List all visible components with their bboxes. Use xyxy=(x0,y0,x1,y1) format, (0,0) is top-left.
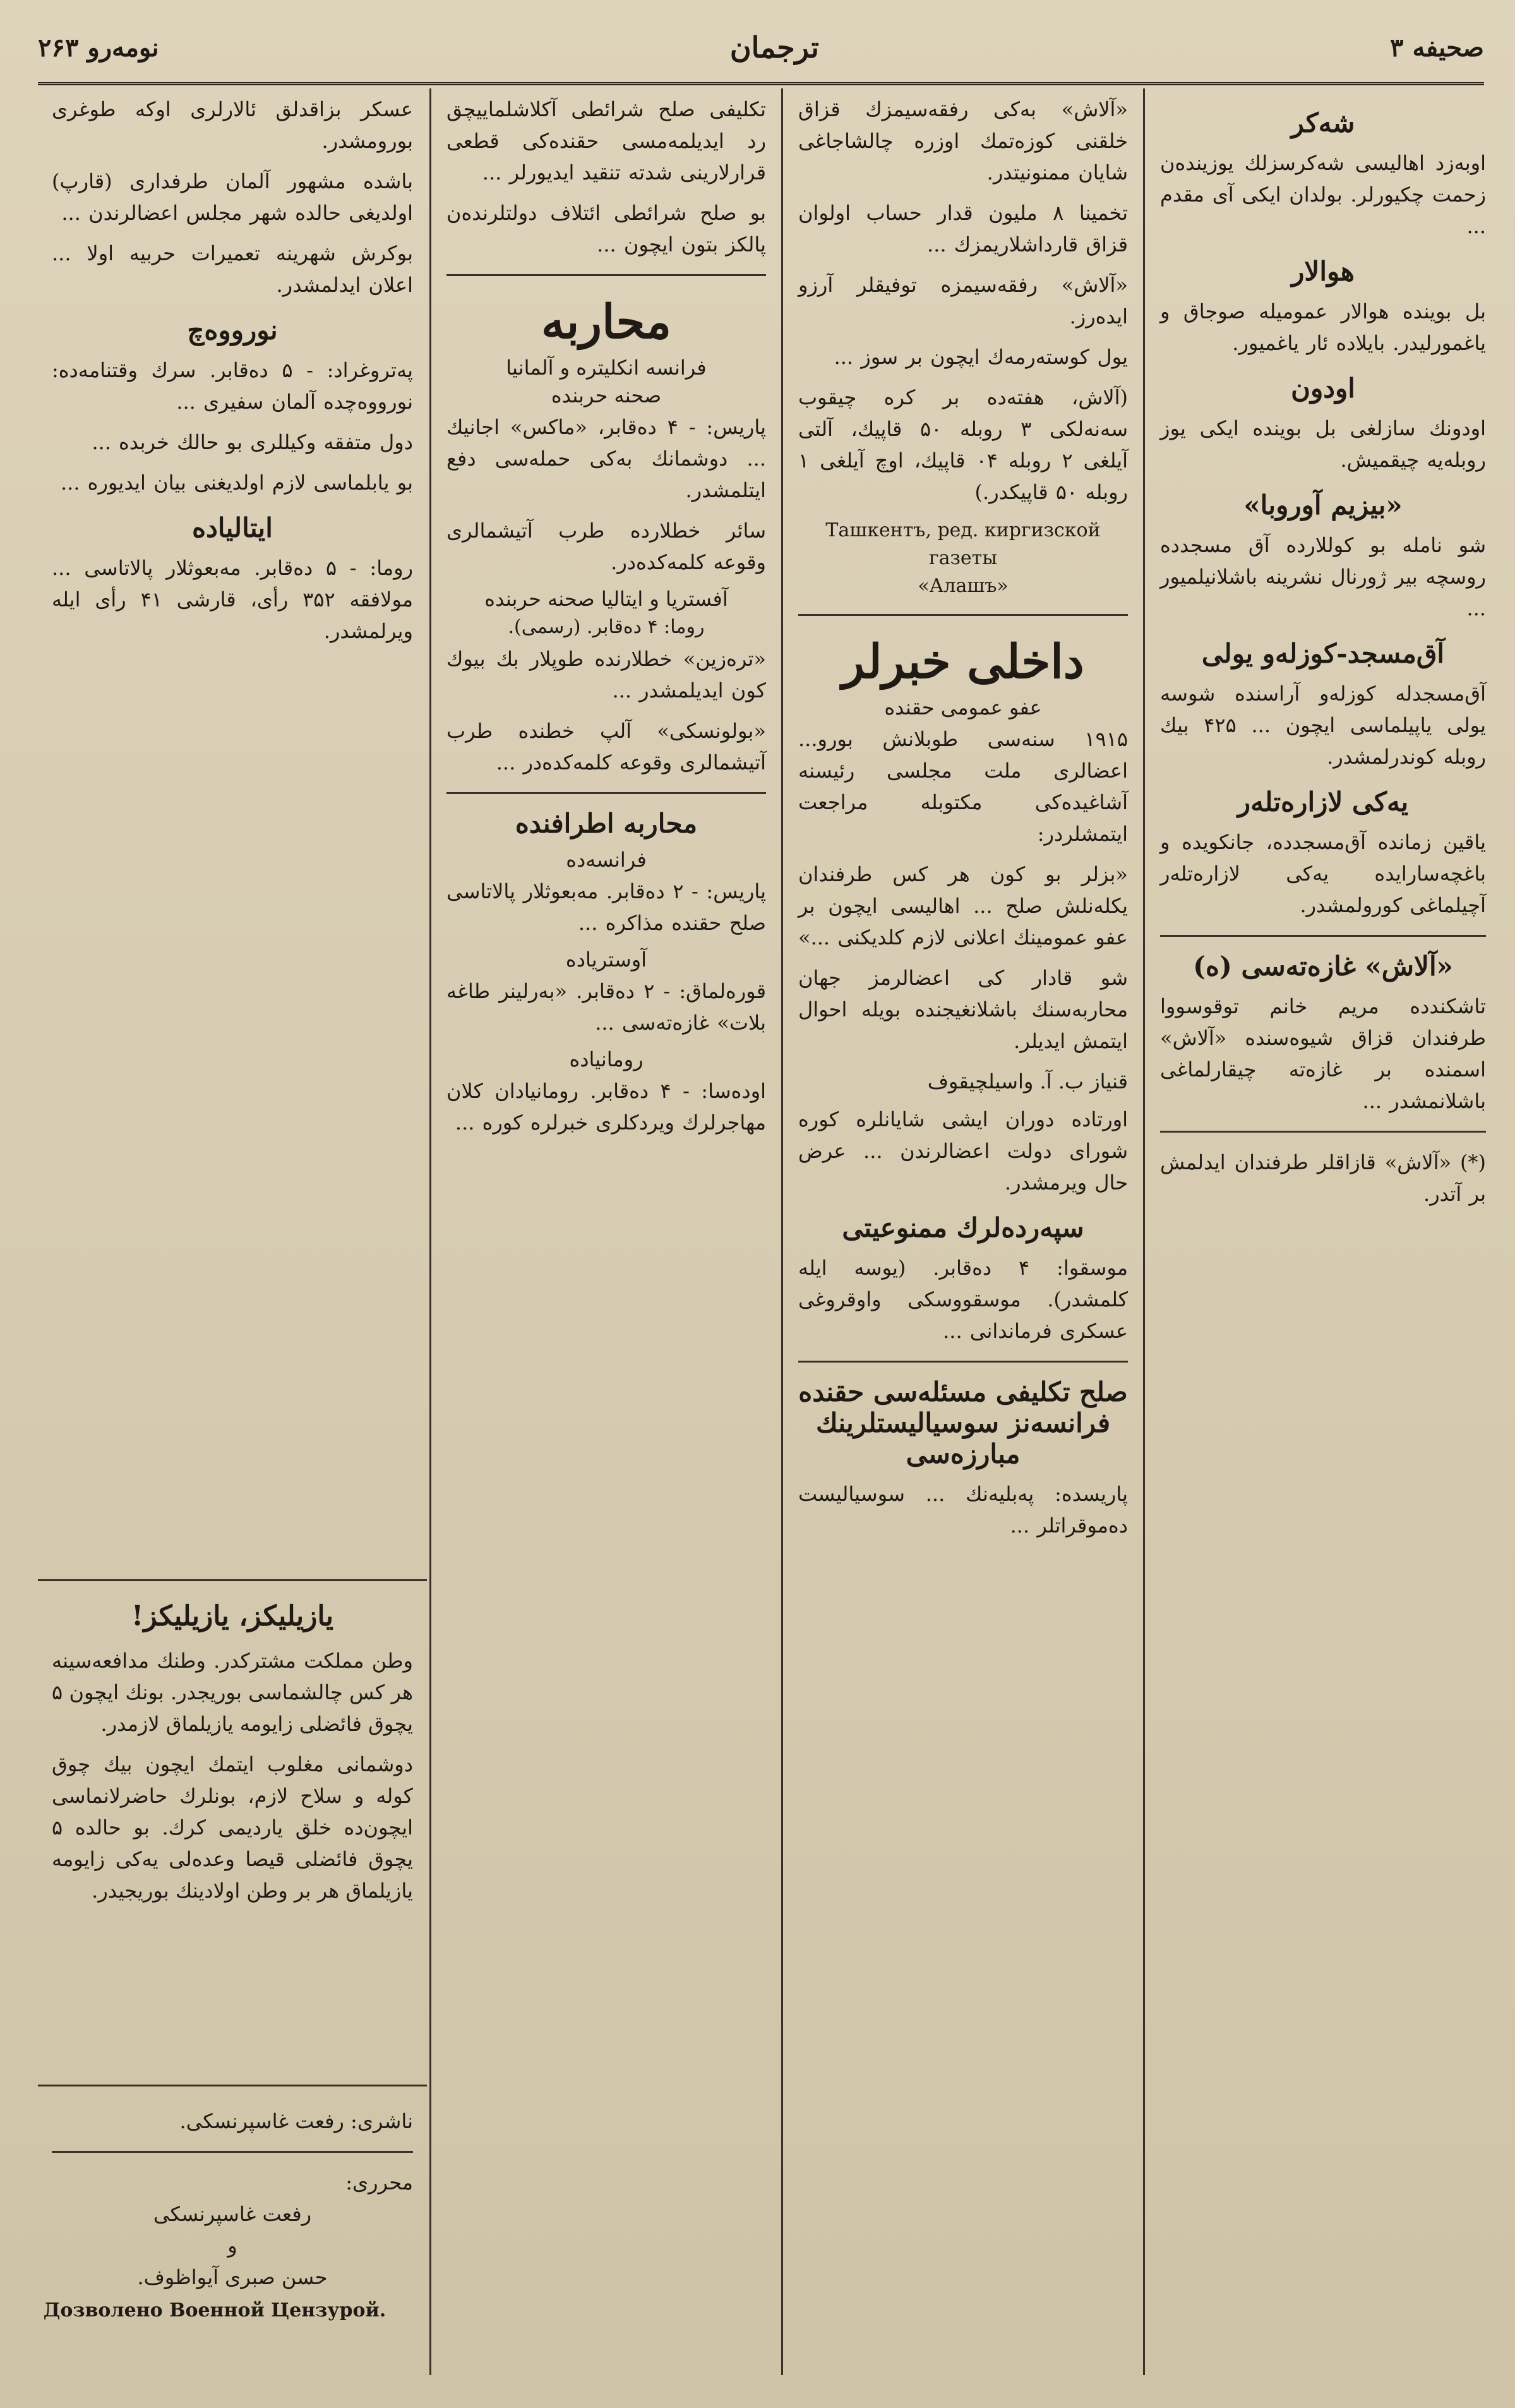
subheading: رومانیاده xyxy=(569,1047,644,1071)
subheading: فرانسه انکلیترە و آلمانیا xyxy=(506,356,707,380)
article-text: ۱۹۱۵ سنەسی طوبلانش بورو... اعضالری ملت مجلسی رئیسنه آشاغیدەکی مکتوبله مراجعت ایتمشلردر: xyxy=(798,727,1128,846)
article-text: آق‌مسجدله کوزلەو آراسندە شوسه یولی یاپیلماسی ایچون ... ۴۲۵ بیك روبله کوندرلمشدر. xyxy=(1160,682,1487,769)
article-text: پەتروغراد: - ۵ دەقابر. سرك وقتنامه‌ده: نورووه‌چده آلمان سفیری ... xyxy=(52,358,414,414)
article-text: اودەسا: - ۴ دەقابر. رومانیادان کلان مهاجرلرك ویردکلری خبرلره کوره ... xyxy=(446,1079,767,1135)
war-loan-appeal xyxy=(38,1579,427,2072)
divider xyxy=(446,274,766,276)
article-text: یول کوستەرمەك ایچون بر سوز ... xyxy=(834,345,1128,369)
section-heading: نورووەچ xyxy=(187,315,278,346)
column-rule xyxy=(781,88,783,2375)
subheading: آفستریا و ایتالیا صحنه حربنده xyxy=(484,587,728,611)
divider xyxy=(52,2151,413,2153)
article-text: موسقوا: ۴ دەقابر. (یوسه ایله کلمشدر). موسقووسکی واوقروغی عسکری فرماندانی ... xyxy=(798,1256,1129,1343)
article-text: تخمینا ۸ ملیون قدار حساب اولوان قزاق قارداشلاریمزك ... xyxy=(798,201,1129,256)
article-text: اورتادە دوران ایشی شایانلرە کوره شورای دولت اعضالرندن ... عرض حال ویرمشدر. xyxy=(798,1107,1128,1195)
article-text: یاقین زماندە آق‌مسجددە، جانکویدە و باغچه‌سارایدە یەکی لازارەتلەر آچیلماغی کورولمشدر. xyxy=(1160,830,1486,917)
section-heading: یەکی لازارەتلەر xyxy=(1237,786,1409,817)
section-heading: شه‌کر xyxy=(1291,107,1355,138)
section-heading: صلح تکلیفی مسئلەسی حقنده فرانسەنز سوسیالیستلرینك مبارزەسی xyxy=(798,1376,1128,1469)
column-1 xyxy=(1146,88,1500,2356)
article-text: بل بویندە هوالار عمومیله صوجاق و یاغمورلیدر. بایلادە ئار یاغمیور. xyxy=(1160,299,1486,355)
article-text: پاریس: - ۴ دەقابر، «ماکس» اجانیك ... دوشمانك بەکی حمله‌سی دفع ایتلمشدر. xyxy=(446,415,767,502)
section-big-heading: داخلی خبرلر xyxy=(842,635,1084,689)
column-rule xyxy=(1143,88,1145,2375)
masthead xyxy=(38,13,1484,85)
section-heading: آق‌مسجد-کوزلەو یولی xyxy=(1201,638,1445,669)
article-text: تکلیفی صلح شرائطی آکلاشلماییچق رد ایدیلمەمسی حقنده‌کی قطعی قرارلارینی شدته تنقید ایدیورلر ... xyxy=(446,97,766,184)
section-heading: «بیزیم آوروبا» xyxy=(1243,490,1403,521)
signature: قنیاز ب. آ. واسیلچیقوف xyxy=(927,1069,1128,1093)
divider xyxy=(798,1361,1128,1363)
divider xyxy=(798,614,1128,616)
article-text: «آلاش» بەکی رفقەسیمزك قزاق خلقنی کوزەتمك اوزره چالشاجاغی شایان ممنونیتدر. xyxy=(798,97,1128,184)
subheading: عفو عمومی حقنده xyxy=(884,695,1042,719)
page-label: صحیفه ۳ xyxy=(1390,32,1484,63)
editor-name: حسن صبری آیواظوف. xyxy=(137,2265,328,2289)
publisher-name: رفعت غاسپرنسکی. xyxy=(179,2109,344,2133)
article-text: باشده مشهور آلمان طرفداری (قارپ) اولدیغی حالده شهر مجلس اعضالرندن ... xyxy=(52,169,413,225)
article-text: شو نامله بو کوللاردە آق مسجد‌دە روسچە بیر ژورنال نشرینه باشلانیلمیور ... xyxy=(1160,533,1486,620)
issue-number: نومەرو ۲۶۳ xyxy=(38,32,159,63)
divider xyxy=(1160,935,1486,937)
editor-conjunction: و xyxy=(227,2234,237,2258)
dateline: روما: ۴ دەقابر. (رسمی). xyxy=(508,616,705,638)
editors-line xyxy=(52,2167,413,2293)
paper-name: ترجمان xyxy=(729,30,819,64)
appeal-title: یازیلیکز، یازیلیکز! xyxy=(131,1600,333,1632)
article-text: «بولونسکی» آلپ خطنده طرب آتیشمالری وقوعه کلمه‌کده‌در ... xyxy=(446,719,766,774)
column-2 xyxy=(784,88,1142,2356)
section-heading: «آلاش» غازەته‌سی (ه) xyxy=(1193,951,1453,982)
footnote: (*) «آلاش» قازاقلر طرفندان ایدلمش بر آتدر. xyxy=(1160,1150,1486,1206)
editors-label: محرری: xyxy=(345,2170,413,2194)
article-text: قورەلماق: - ۲ دەقابر. «بەرلینر طاغه بلات» غازەتەسی ... xyxy=(446,979,766,1035)
russian-address xyxy=(798,517,1128,600)
article-text: (آلاش، هفته‌دە بر کرە چیقوب سەنه‌لکی ۳ روبله ۵۰ قاپیك، آلتی آیلغی ۲ روبله ۰۴ قاپیك، اوچ آیلغی ۱ روبله ۵۰ قاپیكدر.) xyxy=(798,385,1129,504)
russian-address-line: «Алашъ» xyxy=(918,575,1009,597)
column-4 xyxy=(38,88,427,1573)
article-text: «آلاش» رفقەسیمزه توفیقلر آرزو ایدەرز. xyxy=(798,273,1128,328)
appeal-text: دوشمانی مغلوب ایتمك ایچون بيك چوق کوله و سلاح لازم، بونلرك حاضرلانماسی ایچون‌ده خلق یاردیمی کرك. بو حالده ۵ یچوق فائضلی قیصا وعده‌لی یه‌کی زایومه یازیلماق هر بر وطن اولادینك بوریجیدر. xyxy=(52,1752,413,1903)
editor-name: رفعت غاسپرنسکی xyxy=(153,2202,312,2226)
article-text: بو یابلماسی لازم اولدیغنی بیان ایدیوره ... xyxy=(60,471,413,495)
russian-address-line: Ташкентъ, ред. киргизской газеты xyxy=(825,519,1101,569)
section-heading: ایتالیاده xyxy=(192,512,273,543)
section-heading: اودون xyxy=(1291,373,1355,404)
subheading: آوستریاده xyxy=(565,948,647,972)
divider xyxy=(1160,1131,1486,1133)
section-heading: محاربه اطرافنده xyxy=(515,808,698,839)
article-text: روما: - ۵ دەقابر. مەبعوثلار پالاتاسی ... مولافقه ۳۵۲ رأی، قارشی ۴۱ رأی ایله ویرلمشدر. xyxy=(52,556,414,643)
article-text: «ترەزین» خطلارنده طوپلار بك بیوك کون ایدیلمشدر ... xyxy=(446,647,766,702)
publisher-line xyxy=(52,2105,413,2137)
column-rule xyxy=(429,88,431,2375)
article-text: شو قادار کی اعضالرمز جهان محاربەسنك باشلانغیجندە بویلە احوال ایتمش ایدیلر. xyxy=(798,966,1128,1053)
article-text: پاریسدە: پەبلیه‌نك ... سوسیالیست ده‌موقراتلر ... xyxy=(798,1482,1128,1538)
article-text: «بزلر بو کون هر کس طرفندان یکلەنلش صلح ... اهالیسی ایچون بر عفو عمومینك اعلانی لازم کلدیکنی ...» xyxy=(798,862,1128,949)
appeal-text: وطن مملکت مشترکدر. وطنك مدافعه‌سینه هر کس چالشماسی بوریجدر. بونك ایچون ۵ یچوق فائضلی زایومه یازیلماق لازمدر. xyxy=(52,1649,413,1736)
column-3 xyxy=(433,88,780,2356)
section-big-heading: محاربه xyxy=(541,295,671,349)
article-text: دول متفقه وکیللری بو حالك خربده ... xyxy=(92,430,413,454)
subheading: صحنه حربنده xyxy=(551,383,662,407)
subheading: فرانسه‌ده xyxy=(566,848,647,872)
imprint xyxy=(38,2085,427,2293)
article-text: اوبەزد اهالیسی شه‌کرسزلك یوزیندەن زحمت چکیورلر. بولدان ایکی آی مقدم ... xyxy=(1160,151,1486,238)
article-text: بوکرش شهرینه تعمیرات حربیه اولا ... اعلان ایدلمشدر. xyxy=(52,241,413,297)
article-text: اودونك سازلغی بل بویندە ایکی یوز روبلەیه چیقمیش. xyxy=(1160,416,1486,472)
article-text: پاریس: - ۲ دەقابر. مەبعوثلار پالاتاسی صلح حقنده مذاکره ... xyxy=(446,879,767,935)
section-heading: هوالار xyxy=(1291,256,1355,287)
section-heading: سپەردەلرك ممنوعیتی xyxy=(842,1212,1084,1243)
publisher-label: ناشری: xyxy=(350,2109,413,2133)
article-text: سائر خطلارده طرب آتیشمالری وقوعه کلمه‌کده‌در. xyxy=(446,519,766,574)
article-text: عسکر بزاقدلق ئالارلری اوکه طوغری بورومشدر. xyxy=(52,97,413,153)
article-text: تاشکنددە مریم خانم توقوسووا طرفندان قزاق شیوه‌سندە «آلاش» اسمندە بر غازەتە چیقارلماغی باشلانمشدر ... xyxy=(1160,994,1486,1113)
article-text: بو صلح شرائطی ائتلاف دولتلرندەن پالکز بتون ایچون ... xyxy=(446,201,766,256)
censor-notice: Дозволено Военной Цензурой. xyxy=(43,2299,386,2321)
divider xyxy=(446,792,766,794)
